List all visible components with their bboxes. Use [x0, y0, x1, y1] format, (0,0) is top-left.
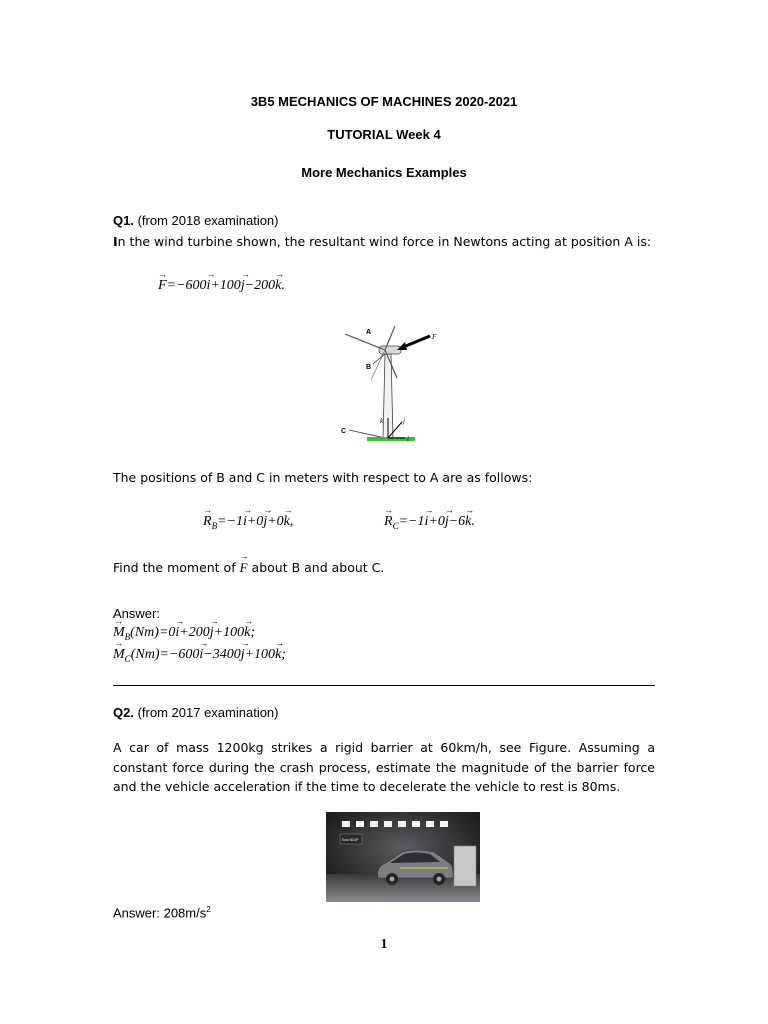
turbine-blade — [345, 334, 385, 350]
q2-answer-label: Answer: — [113, 905, 160, 921]
q2-answer-sup: 2 — [206, 905, 211, 914]
q1-label: Q1. — [113, 213, 134, 228]
mc-equation: → $M_C(Nm)=-600\to i-3400\to j+100\to k$; — [113, 647, 286, 664]
rb-equation: → $R_B=-1\to i+0\to j+0\to k$, — [203, 514, 293, 531]
q1-intro-lead: I — [113, 234, 118, 249]
q2-source: (from 2017 examination) — [137, 705, 279, 720]
label-b: B — [366, 364, 372, 371]
section-divider — [113, 685, 655, 686]
crash-test-figure — [326, 812, 480, 902]
turbine-blade — [371, 350, 385, 380]
q2-label: Q2. — [113, 705, 134, 720]
label-f: F — [432, 333, 437, 341]
q1-intro-rest: n the wind turbine shown, the resultant wind force in Newtons acting at position A is: — [117, 234, 652, 249]
c-line — [349, 430, 385, 438]
find-text-b: about B and about C. — [251, 560, 385, 575]
page-subtitle: More Mechanics Examples — [301, 165, 467, 180]
q2-body: A car of mass 1200kg strikes a rigid barrier at 60km/h, see Figure. Assuming a constant force during the crash process, estimate the magnitude of the barrier force and the vehicle acceleration if the time to decelerate the vehicle to rest is 80ms. — [113, 740, 655, 794]
q2-answer — [113, 905, 211, 920]
label-k: k — [380, 417, 384, 425]
q2-answer-value: 208m/s — [163, 905, 207, 921]
mb-equation: → $M_B(Nm)=0\to i+200\to j+100\to k$; — [113, 625, 255, 642]
label-j: j — [403, 417, 405, 425]
label-c: C — [341, 428, 347, 435]
positions-text: The positions of B and C in meters with respect to A are as follows: — [113, 470, 533, 485]
force-equation: → F=−600→ i+100→ j−200→ k. — [158, 278, 285, 294]
q2-heading — [113, 705, 279, 720]
crash-sign-text: Euro NCAP — [342, 838, 359, 842]
label-i: i — [407, 435, 409, 443]
q1-intro — [113, 234, 651, 249]
rc-equation: → $R_C=-1\to i+0\to j-6\to k$. — [384, 514, 475, 531]
q1-source: (from 2018 examination) — [137, 213, 279, 228]
q1-answer-label: Answer: — [113, 606, 160, 621]
q1-heading — [113, 213, 279, 228]
barrier — [454, 846, 476, 886]
label-a: A — [366, 329, 372, 336]
wind-turbine-figure — [335, 322, 445, 444]
find-text-a: Find the moment of — [113, 560, 236, 575]
course-title: 3B5 MECHANICS OF MACHINES 2020-2021 — [250, 94, 518, 109]
tutorial-title: TUTORIAL Week 4 — [327, 127, 441, 142]
page-number: 1 — [380, 937, 388, 952]
find-moment-text: Find the moment of → F about B and about C. — [113, 560, 384, 576]
